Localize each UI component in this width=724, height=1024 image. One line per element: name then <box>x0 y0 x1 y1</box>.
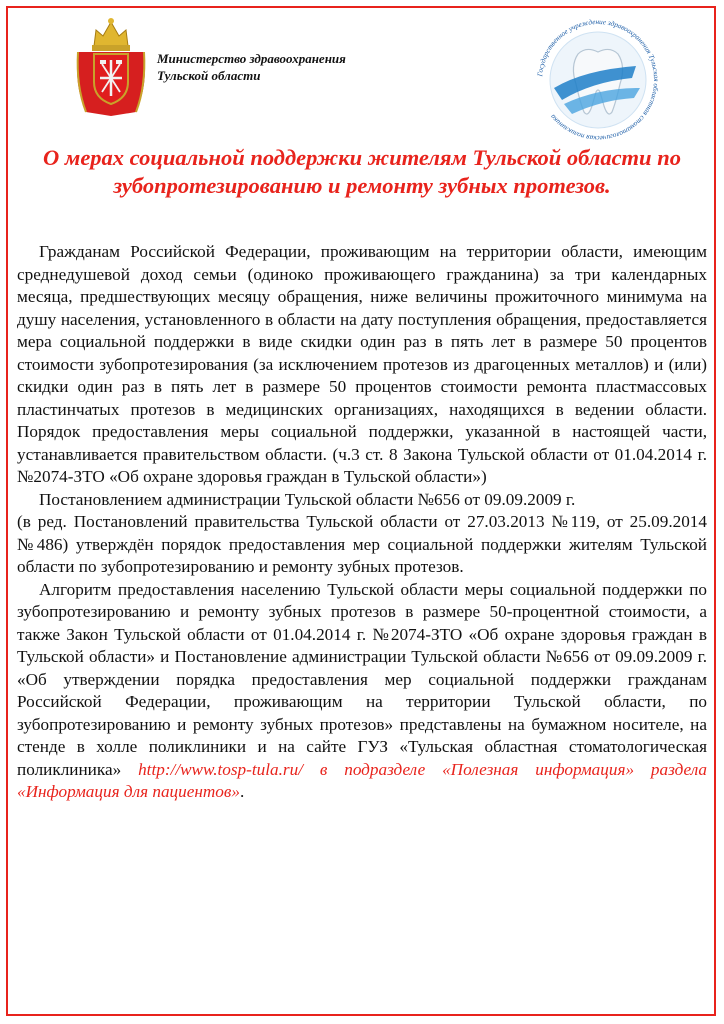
ministry-line1: Министерство здравоохранения <box>157 51 346 66</box>
clinic-tooth-logo-icon <box>524 18 672 142</box>
website-section-reference: в подразделе «Полезная информация» раздела «Информация для пациентов» <box>17 759 707 801</box>
tula-coat-of-arms-icon <box>72 16 150 118</box>
ministry-caption <box>157 50 417 84</box>
paragraph-3 <box>17 579 707 804</box>
ministry-line2: Тульской области <box>157 68 261 83</box>
paragraph-2-heading: Постановлением администрации Тульской области №656 от 09.09.2009 г. <box>39 489 576 509</box>
clinic-website-link[interactable]: http://www.tosp-tula.ru/ <box>138 759 303 779</box>
clinic-logo-ring-text: Государственное учреждение здравоохранения Тульская областная стоматологическая поликлиника <box>536 18 661 142</box>
paragraph-2: (в ред. Постановлений правительства Тульской области от 27.03.2013 №119, от 25.09.2014 №486) утверждён порядок предоставления мер социальной поддержки жителям Тульской области по зубопротезированию и ремонту зубных протезов. <box>17 512 707 576</box>
paragraph-3-text: Алгоритм предоставления населению Тульской области меры социальной поддержки по зубопротезированию и ремонту зубных протезов в размере 50-процентной стоимости, а также Закон Тульской области от 01.04.2014 г. №2074-ЗТО «Об охране здоровья граждан в Тульской области» и Постановление администрации Тульской области №656 от 09.09.2009 г. «Об утверждении порядка предоставления мер социальной поддержки гражданам Российской Федерации, проживающим на территории Тульской области, по зубопротезированию и ремонту зубных протезов» представлены на бумажном носителе, на стенде в холле поликлиники и на сайте ГУЗ «Тульская областная стоматологическая поликлиника» <box>17 579 707 779</box>
document-body <box>17 241 707 804</box>
paragraph-1: Гражданам Российской Федерации, проживающим на территории области, имеющим среднедушевой доход семьи (одиноко проживающего гражданина) за три календарных месяца, предшествующих месяцу обращения, ниже величины прожиточного минимума на душу населения, установленного в области на дату поступления обращения, предоставляется мера социальной поддержки в виде скидки один раз в пять лет в размере 50 процентов стоимости зубопротезирования (за исключением протезов из драгоценных металлов) и (или) скидки один раз в пять лет в размере 50 процентов стоимости ремонта пластмассовых пластинчатых протезов в медицинских организациях, находящихся в ведении области. Порядок предоставления меры социальной поддержки, указанной в настоящей части, устанавливается правительством области. (ч.3 ст. 8 Закона Тульской области от 01.04.2014 г. №2074-ЗТО «Об охране здоровья граждан в Тульской области») <box>17 242 707 486</box>
page-title: О мерах социальной поддержки жителям Тульской области по зубопротезированию и ремонту зубных протезов. <box>43 145 681 198</box>
paragraph-3-end: . <box>239 782 245 801</box>
